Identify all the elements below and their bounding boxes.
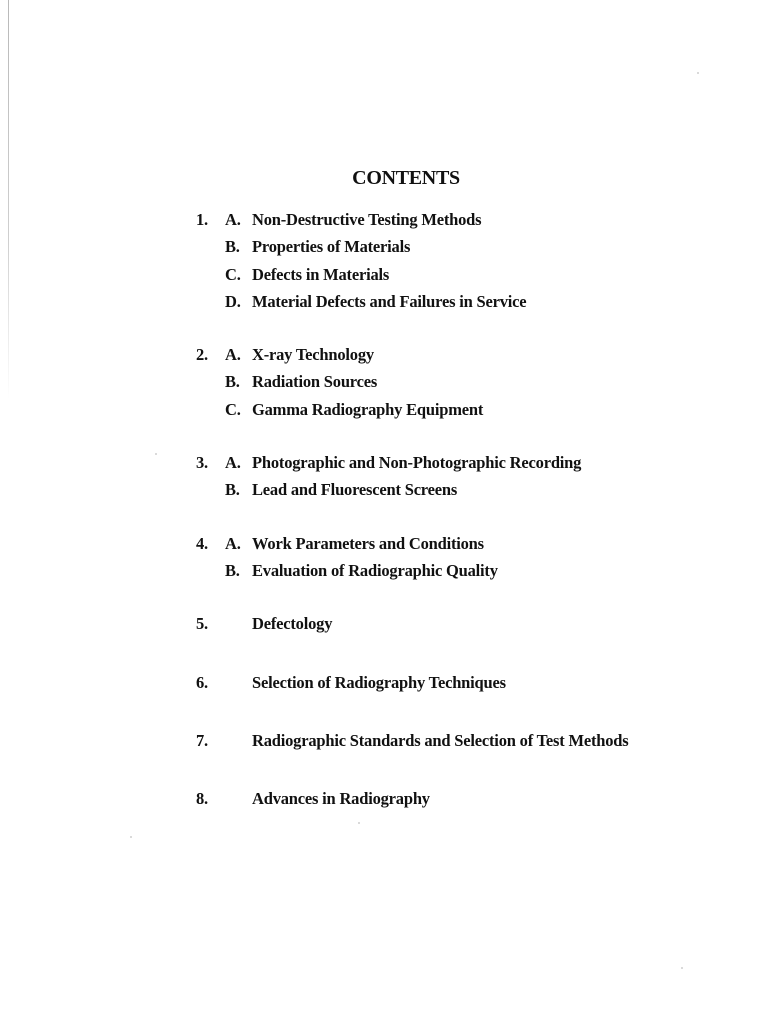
toc-entry: [196, 292, 629, 319]
toc-chapter-8: [196, 789, 629, 816]
toc-entry: [196, 789, 629, 816]
chapter-number: 2.: [196, 345, 208, 365]
chapter-number: 8.: [196, 789, 208, 809]
section-title: Defectology: [252, 614, 333, 634]
chapter-number: 6.: [196, 672, 208, 692]
scan-speck: [681, 967, 683, 969]
scan-speck: [130, 836, 132, 838]
section-title: Defects in Materials: [252, 264, 390, 284]
toc-entry: [196, 400, 629, 427]
section-title: Radiographic Standards and Selection of Test Methods: [252, 730, 629, 750]
toc-entry: [196, 210, 629, 237]
scan-edge-line: [8, 0, 9, 400]
section-title: Material Defects and Failures in Service: [252, 291, 527, 311]
section-letter: A.: [225, 453, 241, 473]
section-letter: B.: [225, 480, 240, 500]
toc-entry: [196, 265, 629, 292]
toc-entry: [196, 453, 629, 480]
section-title: Advances in Radiography: [252, 789, 430, 809]
contents-title: CONTENTS: [352, 167, 460, 189]
toc-entry: [196, 480, 629, 507]
section-letter: D.: [225, 291, 241, 311]
chapter-number: 3.: [196, 453, 208, 473]
section-title: Radiation Sources: [252, 372, 378, 392]
toc-entry: [196, 345, 629, 372]
toc-chapter-3: [196, 453, 629, 508]
section-title: Gamma Radiography Equipment: [252, 399, 484, 419]
toc-entry: [196, 673, 629, 700]
section-letter: A.: [225, 210, 241, 229]
toc-entry: [196, 614, 629, 641]
scan-speck: [697, 72, 699, 74]
section-title: Work Parameters and Conditions: [252, 533, 484, 553]
toc-chapter-1: [196, 210, 629, 319]
section-letter: B.: [225, 560, 240, 580]
section-letter: A.: [225, 345, 241, 365]
scan-speck: [358, 822, 360, 824]
section-title: Lead and Fluorescent Screens: [252, 480, 458, 500]
section-title: Selection of Radiography Techniques: [252, 672, 506, 692]
section-title: Non-Destructive Testing Methods: [252, 210, 482, 229]
toc-chapter-7: [196, 731, 629, 758]
toc-chapter-5: [196, 614, 629, 641]
toc-entry: [196, 237, 629, 264]
section-letter: A.: [225, 533, 241, 553]
toc-chapter-2: [196, 345, 629, 427]
toc-chapter-6: [196, 673, 629, 700]
toc-entry: [196, 534, 629, 561]
toc-chapter-4: [196, 534, 629, 589]
chapter-number: 1.: [196, 210, 208, 229]
scan-speck: [155, 453, 157, 455]
section-title: Photographic and Non-Photographic Recording: [252, 453, 582, 473]
chapter-number: 5.: [196, 614, 208, 634]
toc-entry: [196, 731, 629, 758]
section-letter: C.: [225, 264, 241, 284]
section-letter: B.: [225, 237, 240, 257]
section-title: Evaluation of Radiographic Quality: [252, 560, 498, 580]
section-letter: C.: [225, 399, 241, 419]
toc-entry: [196, 561, 629, 588]
table-of-contents: [196, 210, 629, 847]
toc-entry: [196, 372, 629, 399]
section-title: X-ray Technology: [252, 345, 374, 365]
section-letter: B.: [225, 372, 240, 392]
chapter-number: 4.: [196, 533, 208, 553]
chapter-number: 7.: [196, 730, 208, 750]
section-title: Properties of Materials: [252, 237, 411, 257]
